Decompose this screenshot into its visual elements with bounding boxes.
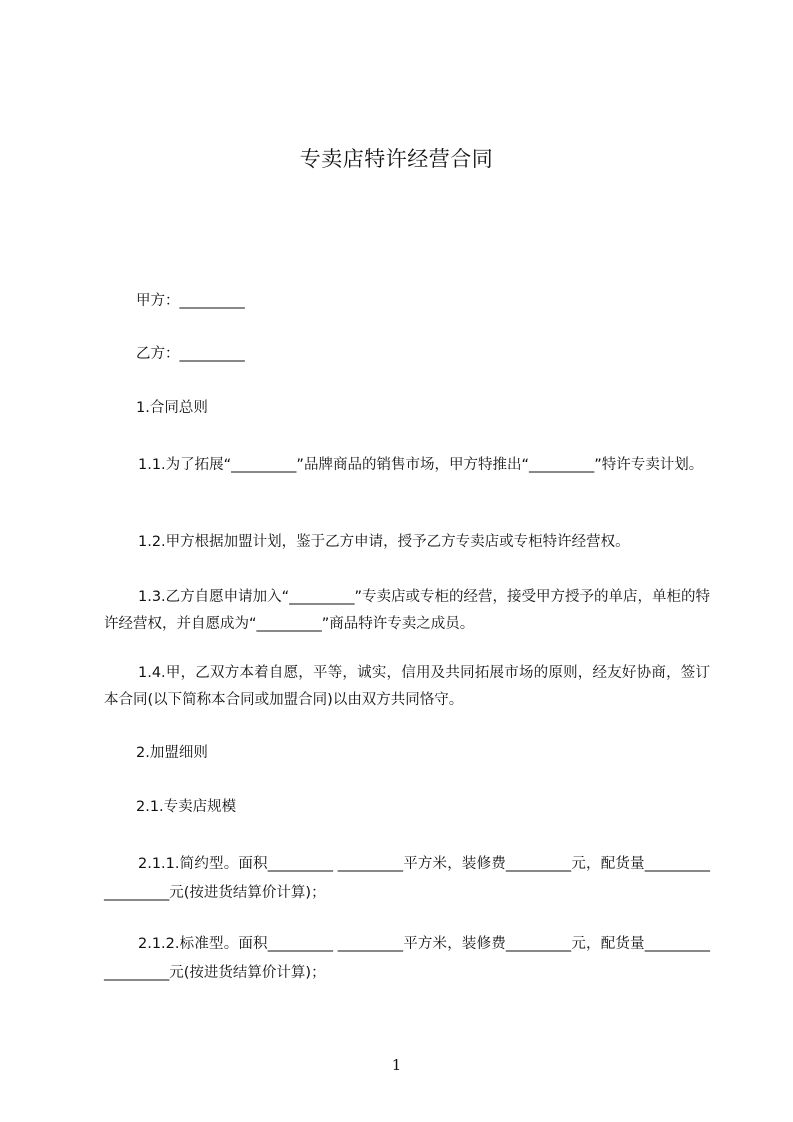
- clause-1-4: [104, 660, 710, 714]
- page-number: 1: [391, 1056, 402, 1074]
- clause-1-3-text: 1.3.乙方自愿申请加入“_________”专卖店或专柜的经营，接受甲方授予的单店，单柜的特许经营权，并自愿成为“_________”商品特许专卖之成员。: [104, 589, 710, 632]
- subsection-heading-store-scale: 2.1.专卖店规模: [136, 799, 237, 815]
- clause-2-1-2: [104, 930, 710, 988]
- clause-1-2: [104, 532, 710, 552]
- clause-2-1-1: [104, 850, 710, 908]
- clause-1-4-text: 1.4.甲，乙双方本着自愿，平等，诚实，信用及共同拓展市场的原则，经友好协商，签订本合同(以下简称本合同或加盟合同)以由双方共同恪守。: [104, 665, 710, 708]
- clause-2-1-2-text: 2.1.2.标准型。面积_________ _________平方米，装修费_________元，配货量_________ _________元(按进货结算价计算)；: [104, 936, 710, 981]
- party-a-line: 甲方：_________: [136, 293, 245, 309]
- clause-1-2-text: 1.2.甲方根据加盟计划，鉴于乙方申请，授予乙方专卖店或专柜特许经营权。: [138, 534, 630, 550]
- clause-1-1-text: 1.1.为了拓展“_________”品牌商品的销售市场，甲方特推出“_________”特许专卖计划。: [138, 457, 704, 473]
- clause-1-1: [104, 451, 710, 480]
- section-heading-franchise: 2.加盟细则: [136, 745, 208, 761]
- clause-1-3: [104, 584, 710, 638]
- clause-2-1-1-text: 2.1.1.简约型。面积_________ _________平方米，装修费_________元，配货量_________ _________元(按进货结算价计算)；: [104, 856, 710, 901]
- party-b-line: 乙方：_________: [136, 346, 245, 362]
- section-heading-general: 1.合同总则: [136, 400, 208, 416]
- document-title: 专卖店特许经营合同: [299, 147, 494, 171]
